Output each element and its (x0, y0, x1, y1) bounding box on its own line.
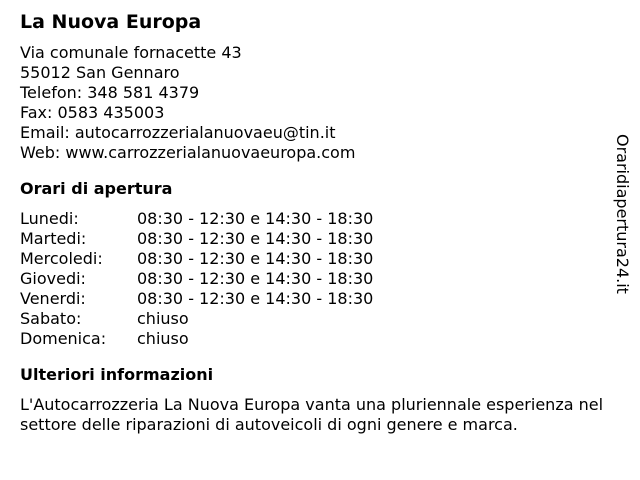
hours-time: 08:30 - 12:30 e 14:30 - 18:30 (137, 209, 374, 228)
address-street: Via comunale fornacette 43 (20, 43, 242, 62)
hours-day: Giovedi: (20, 269, 86, 288)
hours-day: Domenica: (20, 329, 107, 348)
hours-row-monday (20, 209, 610, 229)
hours-time: chiuso (137, 329, 189, 348)
hours-time: 08:30 - 12:30 e 14:30 - 18:30 (137, 229, 374, 248)
business-name: La Nuova Europa (20, 11, 202, 33)
hours-row-friday (20, 289, 610, 309)
hours-row-thursday (20, 269, 610, 289)
address-city: 55012 San Gennaro (20, 63, 180, 82)
hours-row-saturday (20, 309, 610, 329)
additional-info-text: L'Autocarrozzeria La Nuova Europa vanta una pluriennale esperienza nel settore delle riparazioni di autoveicoli di ogni genere e marca. (20, 395, 604, 434)
hours-day: Sabato: (20, 309, 82, 328)
hours-time: 08:30 - 12:30 e 14:30 - 18:30 (137, 289, 374, 308)
business-card (20, 10, 610, 435)
hours-day: Martedi: (20, 229, 87, 248)
email-address: Email: autocarrozzerialanuovaeu@tin.it (20, 123, 336, 142)
phone-number: Telefon: 348 581 4379 (20, 83, 200, 102)
opening-hours-table (20, 209, 610, 349)
hours-row-tuesday (20, 229, 610, 249)
website-address: Web: www.carrozzerialanuovaeuropa.com (20, 143, 356, 162)
hours-row-wednesday (20, 249, 610, 269)
opening-hours-title: Orari di apertura (20, 179, 173, 198)
hours-time: 08:30 - 12:30 e 14:30 - 18:30 (137, 269, 374, 288)
hours-day: Lunedi: (20, 209, 79, 228)
site-watermark: Oraridiapertura24.it (613, 134, 632, 294)
hours-day: Mercoledi: (20, 249, 103, 268)
additional-info-title: Ulteriori informazioni (20, 365, 214, 384)
hours-time: 08:30 - 12:30 e 14:30 - 18:30 (137, 249, 374, 268)
fax-number: Fax: 0583 435003 (20, 103, 165, 122)
hours-day: Venerdi: (20, 289, 86, 308)
hours-time: chiuso (137, 309, 189, 328)
hours-row-sunday (20, 329, 610, 349)
